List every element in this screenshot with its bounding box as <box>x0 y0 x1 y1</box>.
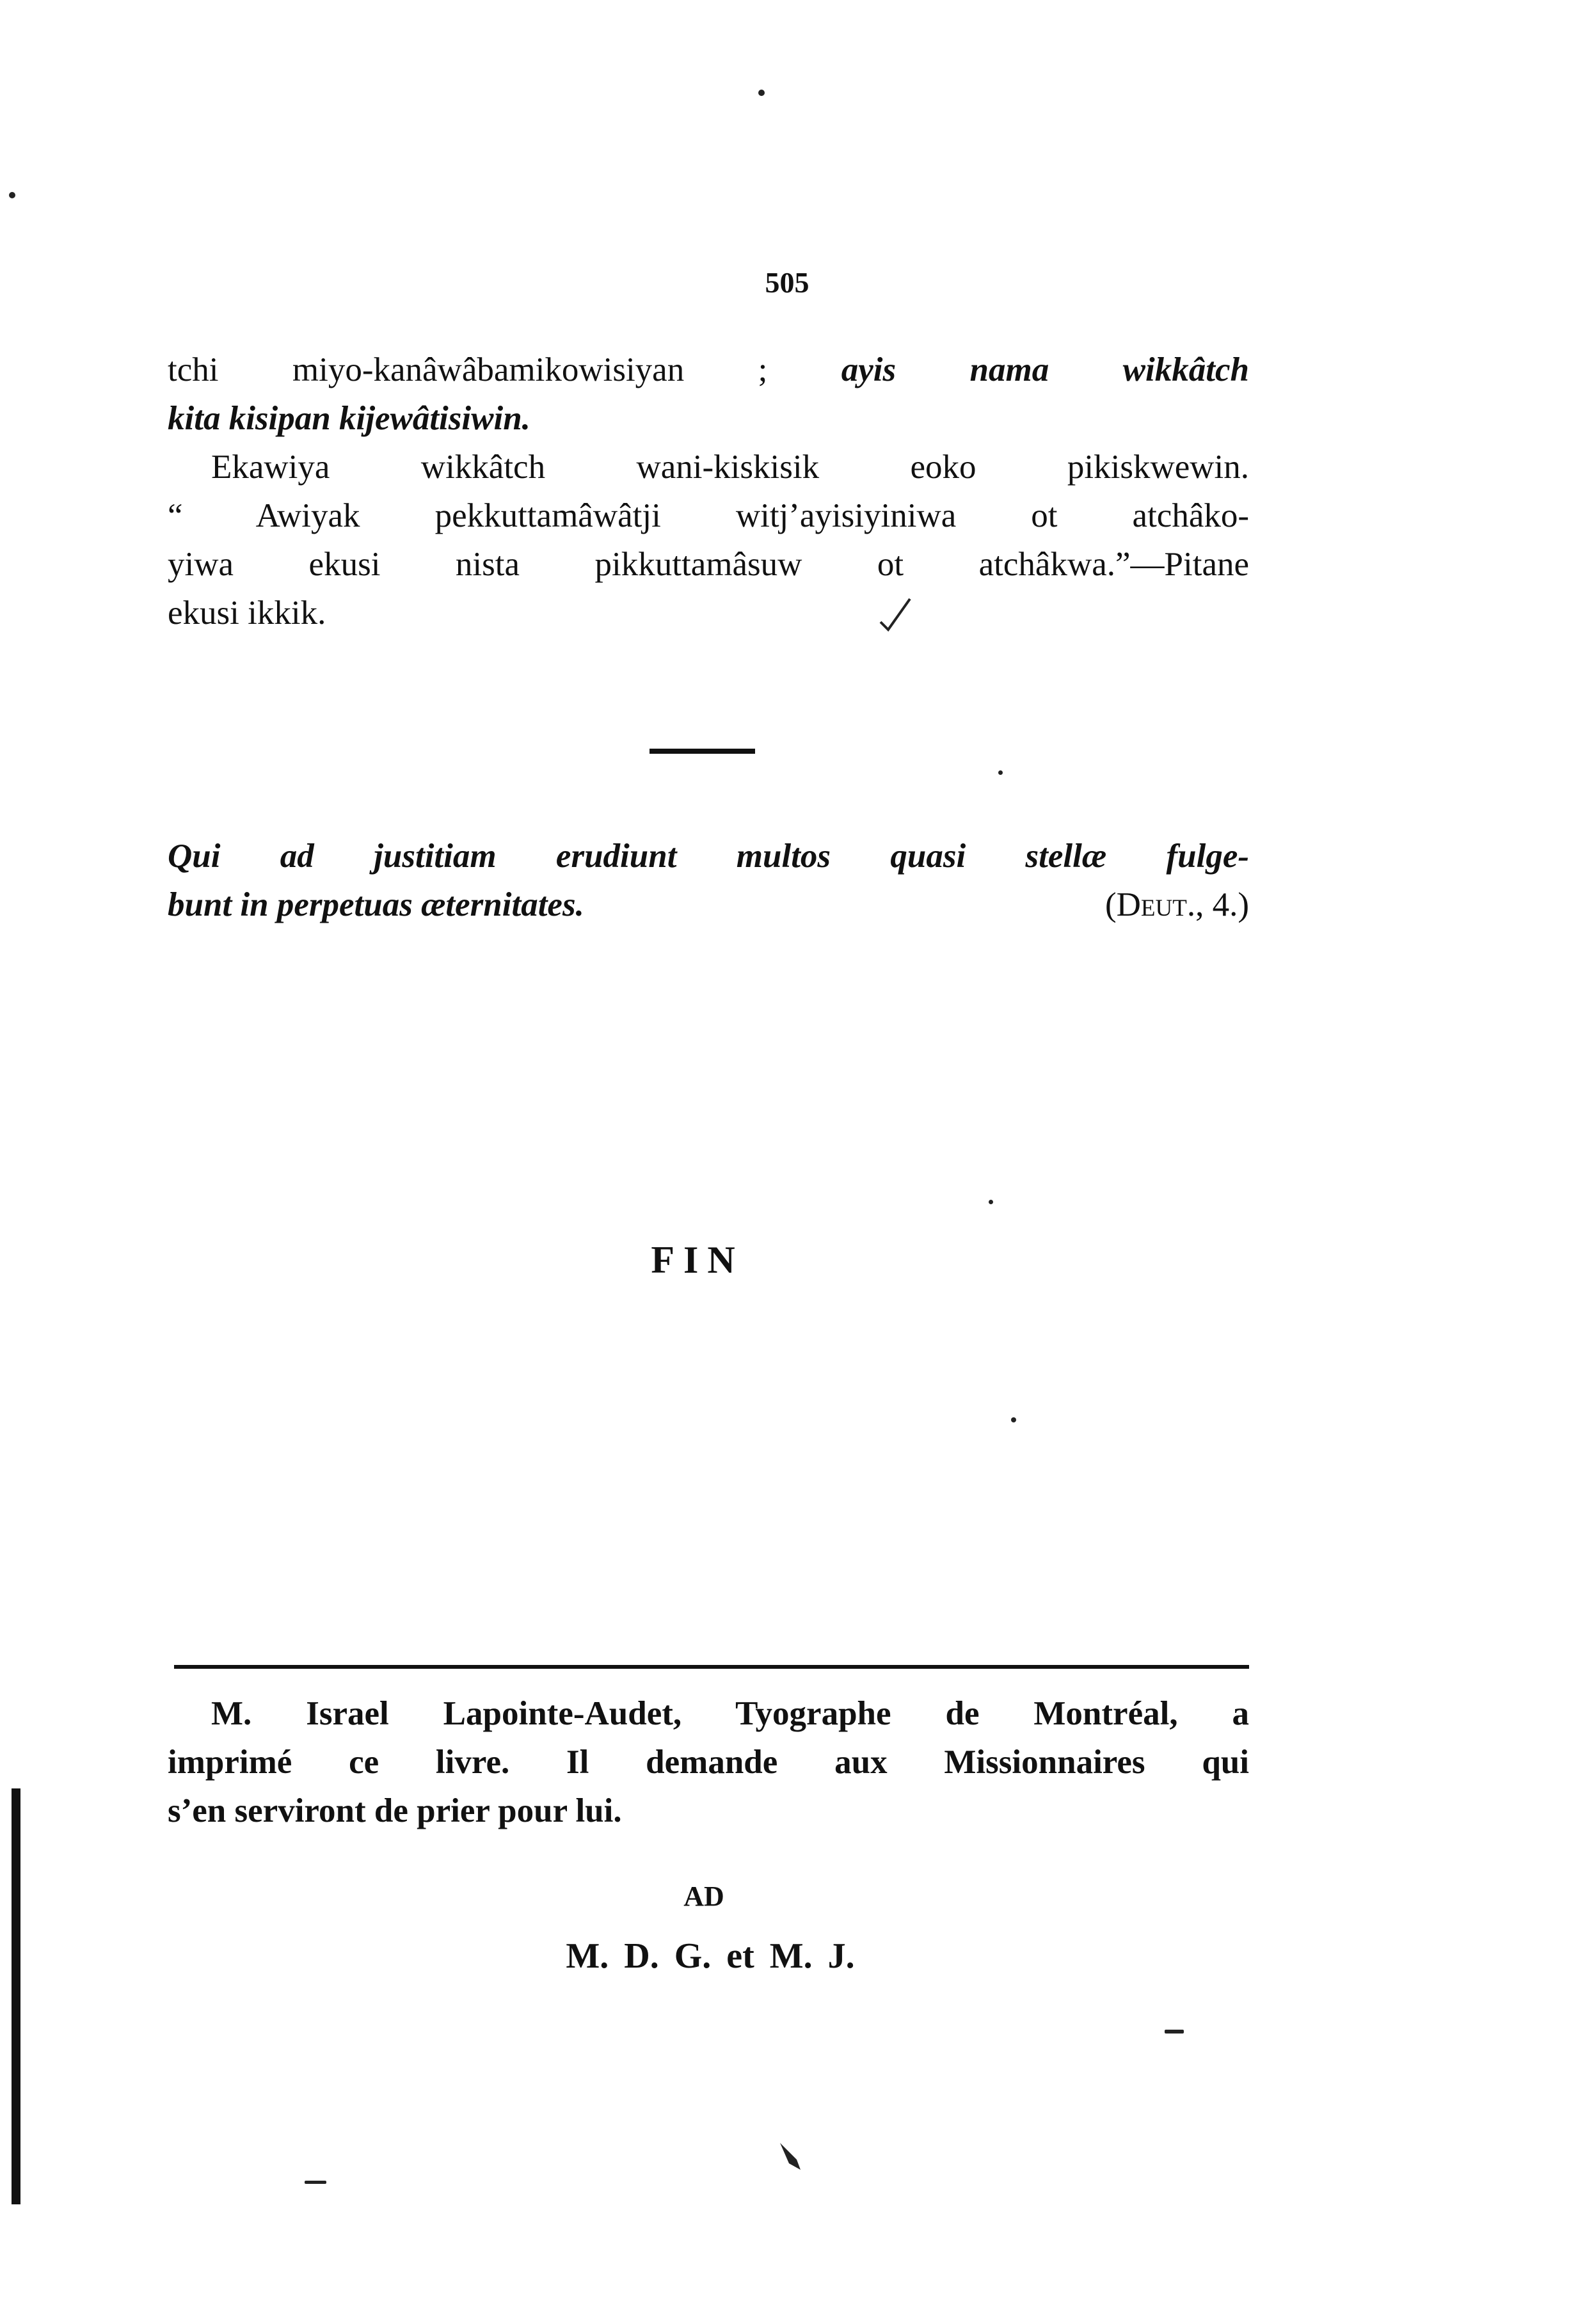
latin-quote-line-1: Qui ad justitiam erudiunt multos quasi stellæ fulge- <box>168 838 1249 875</box>
section-divider <box>650 749 755 754</box>
fin-heading: FIN <box>651 1239 744 1281</box>
latin-quote-line-2-text: bunt in perpetuas æternitates. <box>168 886 584 923</box>
body-line-6: ekusi ikkik. <box>168 594 326 632</box>
body-line-4: “ Awiyak pekkuttamâwâtji witj’ayisiyiniwa ot atchâko- <box>168 497 1249 534</box>
body-line-2: kita kisipan kijewâtisiwin. <box>168 400 530 437</box>
body-line-1-italic: ayis nama wikkâtch <box>841 351 1249 388</box>
imprint-line-2: imprimé ce livre. Il demande aux Missionnaires qui <box>168 1744 1249 1781</box>
ink-speck <box>998 770 1003 775</box>
body-line-3: Ekawiya wikkâtch wani-kiskisik eoko pikiskwewin. <box>211 449 1249 486</box>
pencil-mark-icon <box>875 595 914 633</box>
latin-quote-line-2 <box>168 880 1249 929</box>
imprint-line-3: s’en serviront de prier pour lui. <box>168 1792 622 1829</box>
page-number: 505 <box>765 266 809 299</box>
ink-speck <box>1165 2030 1184 2034</box>
ink-speck <box>9 192 15 198</box>
body-line-1 <box>168 346 1249 394</box>
ink-blot-icon <box>777 2140 803 2172</box>
ink-speck <box>1011 1417 1016 1422</box>
ink-speck <box>758 90 765 96</box>
body-line-5: yiwa ekusi nista pikkuttamâsuw ot atchâkwa.”—Pitane <box>168 546 1249 583</box>
ink-speck <box>305 2181 326 2184</box>
ink-speck <box>989 1200 993 1204</box>
amdg-motto: M. D. G. et M. J. <box>566 1936 855 1976</box>
imprint-divider <box>174 1665 1249 1669</box>
imprint-line-1: M. Israel Lapointe-Audet, Tyographe de Montréal, a <box>211 1695 1249 1732</box>
body-line-1-roman: tchi miyo-kanâwâbamikowisiyan ; <box>168 351 841 388</box>
ad-label: AD <box>683 1881 724 1912</box>
scan-edge-bar <box>12 1788 20 2204</box>
scripture-reference: (Deut., 4.) <box>1105 886 1249 923</box>
